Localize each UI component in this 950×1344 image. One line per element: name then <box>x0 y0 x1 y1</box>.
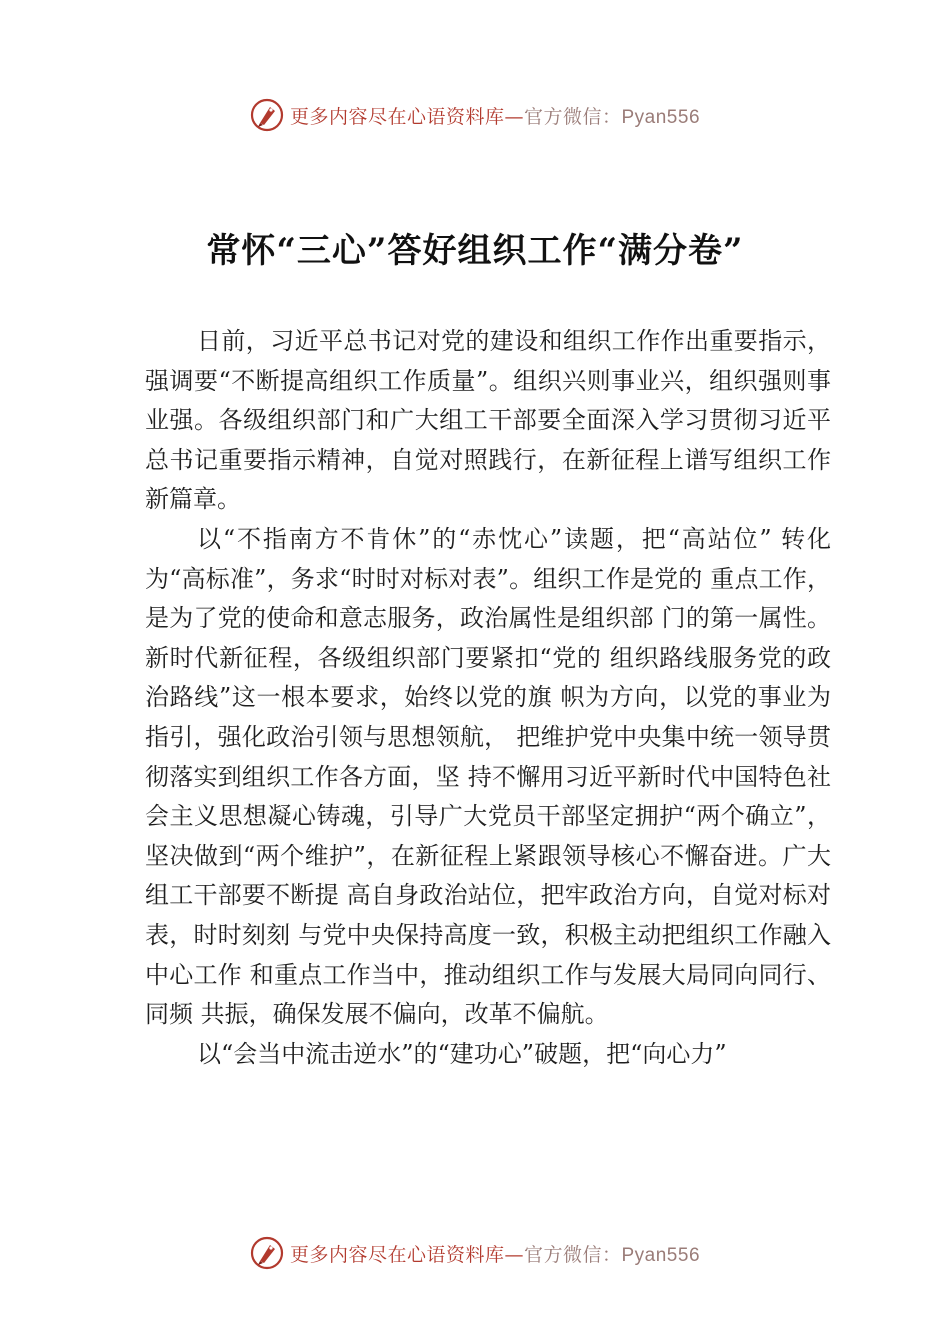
paragraph-3: 以“会当中流击逆水”的“建功心”破题，把“向心力” <box>197 1039 727 1068</box>
footer-wechat-id: Pyan556 <box>621 1244 701 1266</box>
document-body <box>145 322 831 1074</box>
footer-wechat-label: 官方微信： <box>523 1243 622 1266</box>
document-title: 常怀“三心”答好组织工作“满分卷” <box>206 230 744 271</box>
footer-banner <box>0 1233 950 1273</box>
footer-banner-text <box>290 1240 700 1267</box>
header-banner <box>0 95 950 135</box>
header-banner-text <box>290 102 700 129</box>
pen-nib-logo-icon <box>250 98 284 132</box>
header-wechat-id: Pyan556 <box>621 106 701 128</box>
paragraph-2: 以“不指南方不肯休”的“赤忱心”读题，把“高站位” 转化为“高标准”，务求“时时对标对表”。组织工作是党的 重点工作，是为了党的使命和意志服务，政治属性是组织部 门的第一属性。新时代新征程，各级组织部门要紧扣“党的 组织路线服务党的政治路线”这一根本要求，始终以党的旗 帜为方向，以党的事业为指引，强化政治引领与思想领航， 把维护党中央集中统一领导贯彻落实到组织工作各方面，坚 持不懈用习近平新时代中国特色社会主义思想凝心铸魂，引导广大党员干部坚定拥护“两个确立”，坚决做到“两个维护”，在新征程上紧跟领导核心不懈奋进。广大组工干部要不断提 高自身政治站位，把牢政治方向，自觉对标对表，时时刻刻 与党中央保持高度一致，积极主动把组织工作融入中心工作 和重点工作当中，推动组织工作与发展大局同向同行、同频 共振，确保发展不偏向，改革不偏航。 <box>145 524 831 1029</box>
paragraph-1: 日前，习近平总书记对党的建设和组织工作作出重要指示，强调要“不断提高组织工作质量”。组织兴则事业兴，组织强则事业强。各级组织部门和广大组工干部要全面深入学习贯彻习近平总书记重要指示精神，自觉对照践行，在新征程上谱写组织工作新篇章。 <box>145 327 831 514</box>
header-banner-main: 更多内容尽在心语资料库— <box>289 105 524 128</box>
footer-banner-main: 更多内容尽在心语资料库— <box>289 1243 524 1266</box>
header-wechat-label: 官方微信： <box>523 105 622 128</box>
pen-nib-logo-icon <box>250 1236 284 1270</box>
